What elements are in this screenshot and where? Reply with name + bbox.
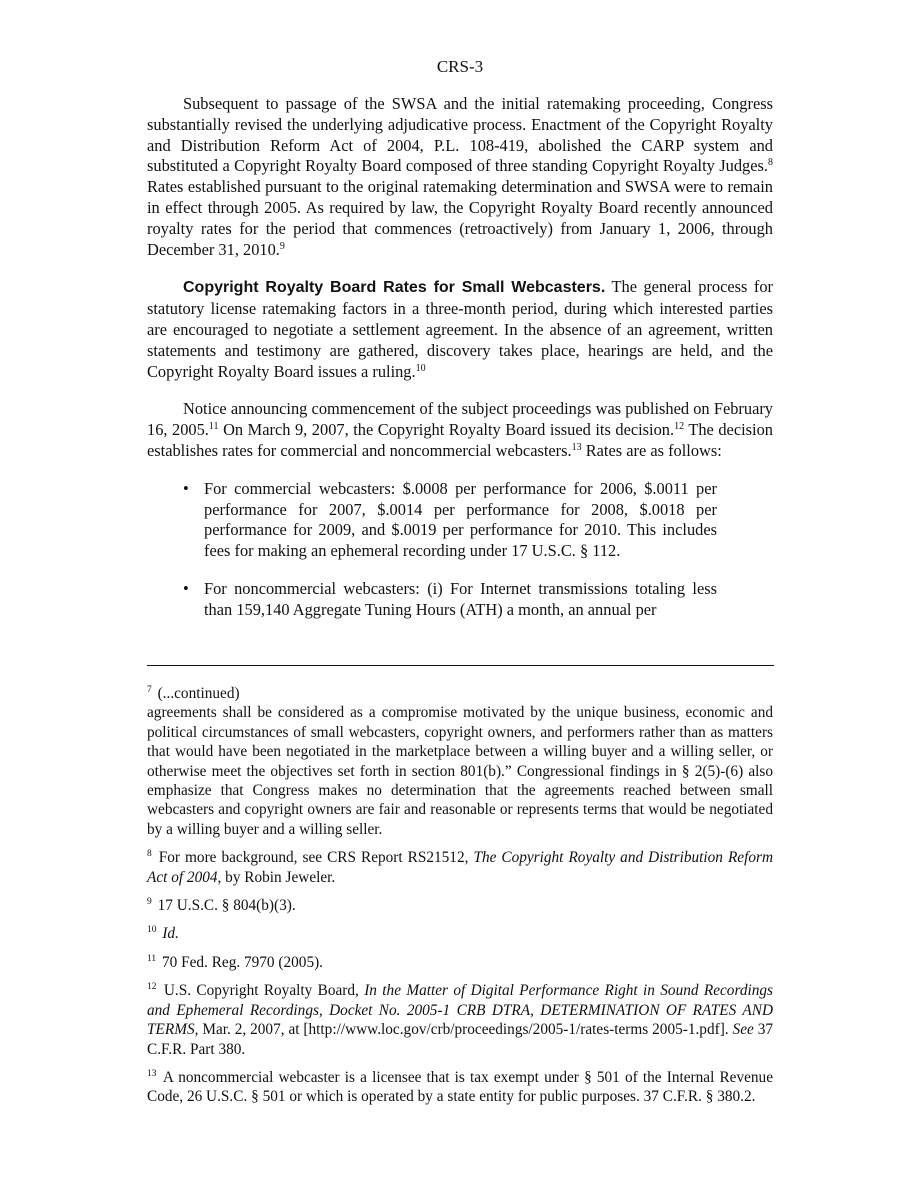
footnote-number: 12 <box>147 982 157 993</box>
footnote-ref-11[interactable]: 11 <box>208 421 219 433</box>
footnote-number: 8 <box>147 849 152 860</box>
footnote-number: 7 <box>147 685 152 695</box>
bullet-icon: • <box>183 578 189 598</box>
footnote-ref-12[interactable]: 12 <box>674 421 685 433</box>
footnote-ref-13[interactable]: 13 <box>571 441 582 453</box>
p3-text-b: On March 9, 2007, the Copyright Royalty Board issued its decision. <box>218 420 675 440</box>
footnote-7-head <box>147 684 773 703</box>
footnote-number: 10 <box>147 925 157 936</box>
footnote-8 <box>147 848 773 887</box>
section-heading: Copyright Royalty Board Rates for Small Webcasters. <box>183 279 606 297</box>
footnote-divider <box>147 665 774 666</box>
list-item-text: For noncommercial webcasters: (i) For Internet transmissions totaling less than 159,140 Aggregate Tuning Hours (ATH) a month, an annual per <box>204 578 717 619</box>
footnote-9-text: 17 U.S.C. § 804(b)(3). <box>153 897 296 915</box>
footnote-11-text: 70 Fed. Reg. 7970 (2005). <box>158 953 324 971</box>
body-text <box>147 94 773 638</box>
p3-text-c: The decision establishes rates for commercial and noncommercial webcasters. <box>147 420 773 460</box>
p3-text-d: Rates are as follows: <box>581 440 722 460</box>
p3-text-a: Notice announcing commencement of the subject proceedings was published on February 16, 2005. <box>147 399 773 440</box>
footnote-10 <box>147 924 773 943</box>
rates-list <box>147 479 773 621</box>
footnote-ref-8[interactable]: 8 <box>768 157 773 169</box>
footnote-9 <box>147 896 773 915</box>
footnote-8-text-a: For more background, see CRS Report RS21512, <box>153 849 474 867</box>
p1-text-a: Subsequent to passage of the SWSA and the initial ratemaking proceeding, Congress substantially revised the underlying adjudicative process. Enactment of the Copyright Royalty and Distribution Reform Act of 2004, P.L. 108-419, abolished the CARP system and substituted a Copyright Royalty Board composed of three standing Copyright Royalty Judges. <box>147 94 773 176</box>
paragraph-2 <box>147 277 773 382</box>
paragraph-3 <box>147 399 773 461</box>
list-item-text: For commercial webcasters: $.0008 per performance for 2006, $.0011 per performance for 2007, $.0014 per performance for 2008, $.0018 per performance for 2009, and $.0019 per performance for 2010. This includes fees for making an ephemeral recording under 17 U.S.C. § 112. <box>204 478 717 561</box>
p2-text: The general process for statutory license ratemaking factors in a three-month period, during which interested parties are encouraged to negotiate a settlement agreement. In the absence of an agreement, written statements and testimony are gathered, discovery takes place, hearings are held, and the Copyright Royalty Board issues a ruling. <box>147 277 773 381</box>
footnote-7-text: agreements shall be considered as a compromise motivated by the unique business, economic and political circumstances of small webcasters, copyright owners, and performers rather than as matters that would have been negotiated in the marketplace between a willing buyer and a willing seller, or otherwise meet the objectives set forth in section 801(b).” Congressional findings in § 2(5)-(6) also emphasize that Congress makes no determination that the agreements reached between small webcasters and copyright owners are fair and reasonable or represents terms that would be negotiated by a willing buyer and a willing seller. <box>147 704 773 838</box>
footnote-number: 9 <box>147 897 152 908</box>
footnote-12 <box>147 981 773 1059</box>
footnote-7-continued: (...continued) <box>153 685 240 702</box>
footnote-8-title: The Copyright Royalty and Distribution Reform Act of 2004 <box>147 849 773 886</box>
footnote-7 <box>147 703 773 839</box>
footnote-13-text: A noncommercial webcaster is a licensee that is tax exempt under § 501 of the Internal Revenue Code, 26 U.S.C. § 501 or which is operated by a state entity for public purposes. 37 C.F.R. § 380.2. <box>147 1068 773 1106</box>
footnote-12-title: In the Matter of Digital Performance Right in Sound Recordings and Ephemeral Recordings, Docket No. 2005-1 CRB DTRA, DETERMINATION OF RATES AND TERMS <box>147 982 773 1039</box>
footnote-12-see: See <box>732 1021 754 1039</box>
page-header: CRS-3 <box>436 57 484 76</box>
footnote-ref-10[interactable]: 10 <box>415 362 426 374</box>
footnote-11 <box>147 953 773 972</box>
list-item <box>183 579 717 621</box>
footnote-8-text-b: , by Robin Jeweler. <box>217 868 336 886</box>
bullet-icon: • <box>183 478 189 498</box>
list-item <box>183 479 717 562</box>
footnote-12-text-b: , Mar. 2, 2007, at [http://www.loc.gov/crb/proceedings/2005-1/rates-terms 2005-1.pdf]. <box>194 1021 733 1039</box>
p1-text-b: Rates established pursuant to the original ratemaking determination and SWSA were to remain in effect through 2005. As required by law, the Copyright Royalty Board recently announced royalty rates for the period that commences (retroactively) from January 1, 2006, through December 31, 2010. <box>147 177 773 259</box>
footnote-13 <box>147 1068 773 1107</box>
footnotes <box>147 684 773 1116</box>
footnote-number: 11 <box>147 953 157 964</box>
footnote-12-text-c: 37 C.F.R. Part 380. <box>147 1021 773 1058</box>
footnote-number: 13 <box>147 1068 157 1079</box>
footnote-ref-9[interactable]: 9 <box>279 240 285 252</box>
footnote-12-text-a: U.S. Copyright Royalty Board, <box>158 982 365 1000</box>
footnote-10-text: Id. <box>162 925 179 943</box>
paragraph-1 <box>147 94 773 260</box>
